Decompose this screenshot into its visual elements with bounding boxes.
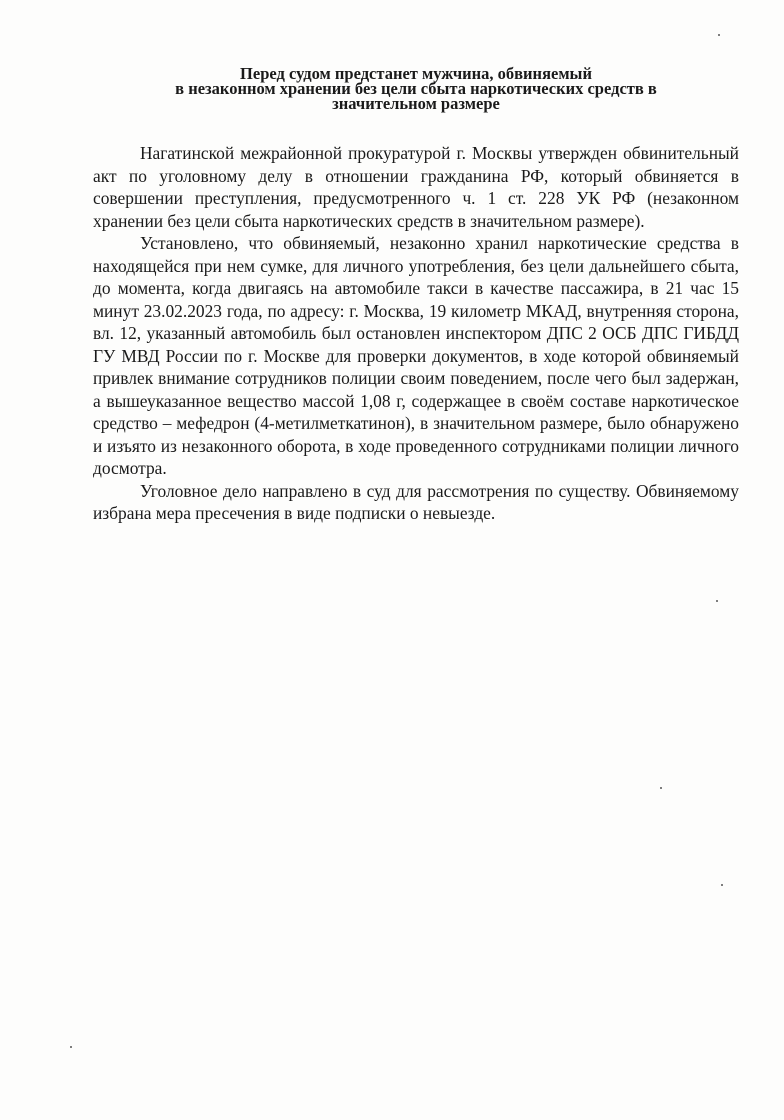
title-line-3: значительном размере — [332, 94, 500, 113]
paragraph-indictment: Нагатинской межрайонной прокуратурой г. Москвы утвержден обвинительный акт по уголовному делу в отношении гражданина РФ, который обвиняется в совершении преступления, предусмотренного ч. 1 ст. 228 УК РФ (незаконном хранении без цели сбыта наркотических средств в значительном размере). — [93, 143, 739, 231]
title-line-2: в незаконном хранении без цели сбыта наркотических средств в — [175, 79, 657, 98]
scan-speck — [716, 600, 718, 602]
scan-speck — [718, 34, 720, 36]
scan-speck — [70, 1046, 72, 1048]
scan-speck — [660, 787, 662, 789]
paragraph-circumstances: Установлено, что обвиняемый, незаконно хранил наркотические средства в находящейся при нем сумке, для личного употребления, без цели дальнейшего сбыта, до момента, когда двигаясь на автомобиле такси в качестве пассажира, в 21 час 15 минут 23.02.2023 года, по адресу: г. Москва, 19 километр МКАД, внутренняя сторона, вл. 12, указанный автомобиль был остановлен инспектором ДПС 2 ОСБ ДПС ГИБДД ГУ МВД России по г. Москве для проверки документов, в ходе которой обвиняемый привлек внимание сотрудников полиции своим поведением, после чего был задержан, а вышеуказанное вещество массой 1,08 г, содержащее в своём составе наркотическое средство – мефедрон (4-метилметкатинон), в значительном размере, было обнаружено и изъято из незаконного оборота, в ходе проведенного сотрудниками полиции личного досмотра. — [93, 233, 739, 478]
document-title — [93, 66, 739, 111]
document-body — [93, 142, 739, 525]
title-line-1: Перед судом предстанет мужчина, обвиняемый — [240, 64, 592, 83]
document-page — [93, 66, 739, 525]
scan-speck — [721, 884, 723, 886]
paragraph-outcome: Уголовное дело направлено в суд для рассмотрения по существу. Обвиняемому избрана мера пресечения в виде подписки о невыезде. — [93, 480, 739, 523]
